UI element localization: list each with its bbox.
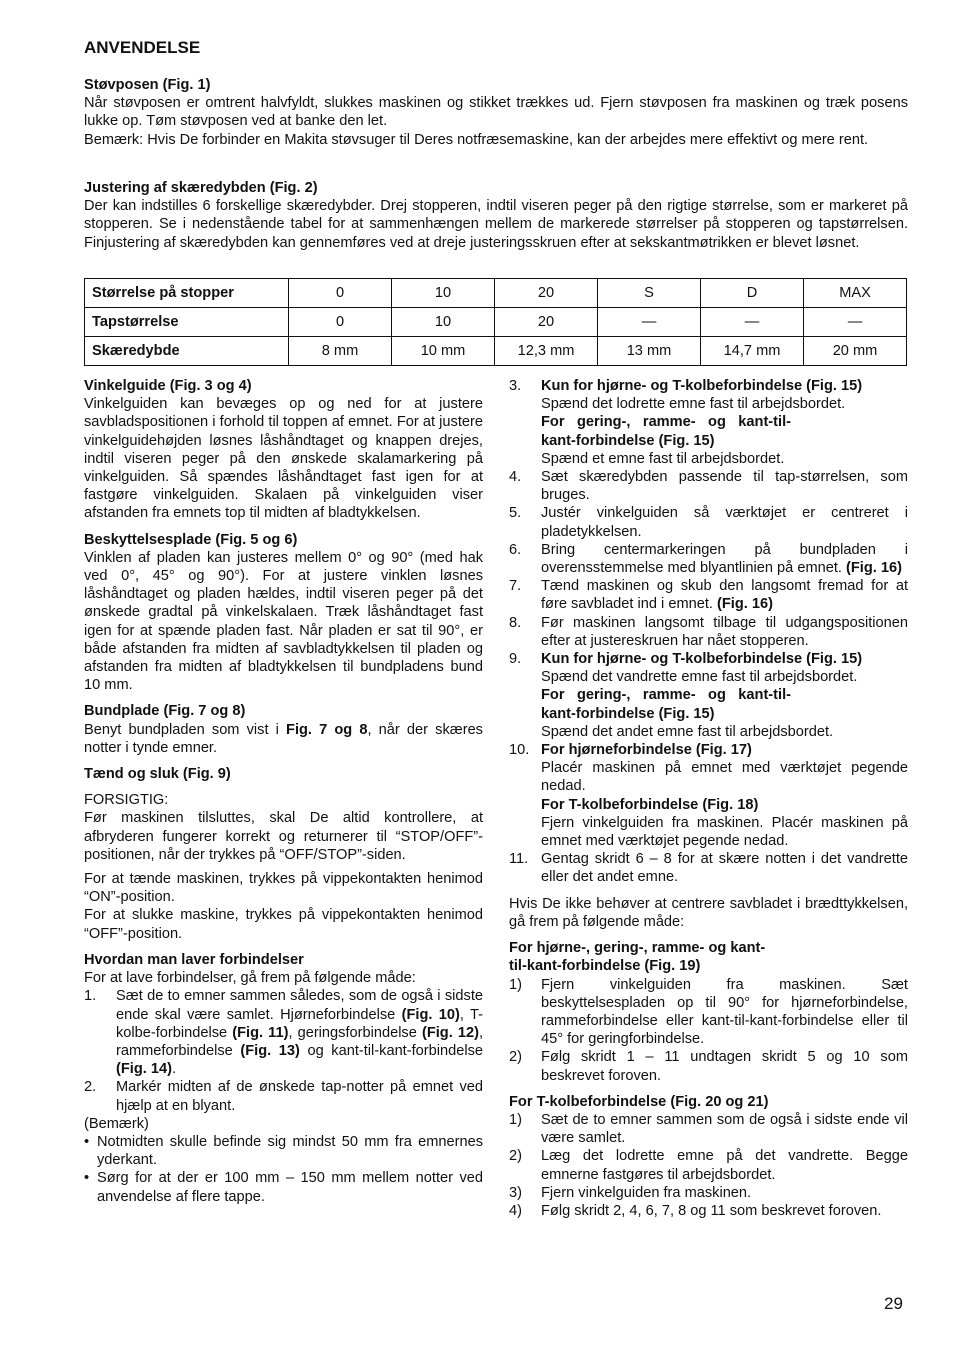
item-number: 7. [509, 578, 522, 595]
taend-caution-text: Før maskinen tilsluttes, skal De altid kontrollere, at afbryderen fungerer korrekt og returnerer til “STOP/OFF”-positionen, når der trykkes på “OFF/STOP”-siden. [84, 810, 483, 863]
list-item [84, 1078, 483, 1114]
list-item [509, 1147, 908, 1183]
bullet-text: Notmidten skulle befinde sig mindst 50 mm fra emnernes yderkant. [97, 1133, 483, 1169]
text-run: og kant-til-kant-forbindelse [299, 1042, 483, 1059]
table-cell: 10 [392, 279, 495, 308]
text-run: , T-kolbe-forbindelse [116, 1006, 483, 1041]
item-text [541, 650, 908, 741]
item-text: Sæt de to emner sammen som de også i sidste ende vil være samlet. [541, 1111, 908, 1147]
table-cell: — [598, 308, 701, 337]
taend-heading: Tænd og sluk (Fig. 9) [84, 766, 231, 783]
fig-ref: (Fig. 14) [116, 1061, 172, 1078]
left-column [84, 377, 483, 1206]
item-number: 3) [509, 1184, 522, 1201]
table-row [85, 337, 907, 366]
item-text: Før maskinen langsomt tilbage til udgangspositionen efter at justereskruen har nået stopperen. [541, 614, 908, 649]
list-item [509, 541, 908, 577]
bundplade-heading: Bundplade (Fig. 7 og 8) [84, 703, 246, 720]
item-text [541, 741, 908, 850]
table-cell: 8 mm [289, 337, 392, 366]
item-number: 8. [509, 614, 522, 631]
list-item [509, 468, 908, 504]
item-text: Gentag skridt 6 – 8 for at skære notten i det vandrette eller det andet emne. [541, 851, 908, 886]
text-run: Tænd maskinen og skub den langsomt fremad for at føre savbladet ind i emnet. [541, 578, 908, 613]
item-text: Følg skridt 2, 4, 6, 7, 8 og 11 som beskrevet foroven. [541, 1202, 882, 1219]
fig-ref: (Fig. 13) [240, 1042, 300, 1059]
taend-on-text: For at tænde maskinen, trykkes på vippekontakten henimod “ON”-position. [84, 871, 483, 906]
text-run: Placér maskinen på emnet med værktøjet pegende nedad. [541, 760, 908, 795]
table-cell: 12,3 mm [495, 337, 598, 366]
bemaerk-label: (Bemærk) [84, 1115, 149, 1132]
stovposen-heading: Støvposen (Fig. 1) [84, 77, 211, 93]
table-cell: 20 mm [804, 337, 907, 366]
text-run: Spænd det lodrette emne fast til arbejdsbordet. [541, 396, 846, 413]
list-item [509, 1048, 908, 1084]
beskyttelse-heading: Beskyttelsesplade (Fig. 5 og 6) [84, 531, 298, 548]
vinkelguide-heading: Vinkelguide (Fig. 3 og 4) [84, 378, 252, 394]
item-text [541, 377, 908, 468]
hvordan-intro: For at lave forbindelser, gå frem på følgende måde: [84, 970, 416, 987]
bullet-item [84, 1169, 483, 1205]
list-item [509, 850, 908, 886]
item-number: 4. [509, 469, 522, 486]
text-run: Fjern vinkelguiden fra maskinen. Placér maskinen på emnet med værktøjet pegende nedad. [541, 814, 908, 850]
table-cell: 20 [495, 308, 598, 337]
stovposen-note: Bemærk: Hvis De forbinder en Makita støvsuger til Deres notfræsemaskine, kan der arbejdes mere effektivt og mere rent. [84, 131, 869, 148]
item-subheading: For gering-, ramme- og kant-til-kant-forbindelse (Fig. 15) [541, 414, 791, 449]
justering-section [84, 179, 908, 252]
item-number: 3. [509, 378, 522, 394]
row-header: Skæredybde [85, 337, 289, 366]
item-number: 1) [509, 1111, 522, 1128]
text-run: Bring centermarkeringen på bundpladen i overensstemmelse med blyantlinien på emnet. [541, 541, 908, 577]
section-title: ANVENDELSE [84, 38, 201, 57]
item-subheading: Kun for hjørne- og T-kolbeforbindelse (Fig. 15) [541, 651, 863, 668]
table-cell: 0 [289, 279, 392, 308]
bullet-mark: • [84, 1133, 90, 1150]
bullet-mark: • [84, 1170, 90, 1187]
item-text [116, 987, 483, 1078]
item-subheading: For T-kolbeforbindelse (Fig. 18) [541, 796, 759, 813]
list-item [84, 987, 483, 1078]
stovposen-section [84, 76, 908, 149]
list-item [509, 504, 908, 540]
hvordan-heading: Hvordan man laver forbindelser [84, 951, 304, 968]
table-cell: 14,7 mm [701, 337, 804, 366]
list-item [509, 1111, 908, 1147]
list-item [509, 1202, 908, 1220]
text-run: Spænd det vandrette emne fast til arbejdsbordet. [541, 669, 858, 686]
list-item [509, 1184, 908, 1202]
table-cell: — [804, 308, 907, 337]
table-row [85, 308, 907, 337]
item-number: 2) [509, 1049, 522, 1066]
table-cell: 10 [392, 308, 495, 337]
item-text [541, 577, 908, 613]
row-header: Størrelse på stopper [85, 279, 289, 308]
table-cell: 20 [495, 279, 598, 308]
taend-off-text: For at slukke maskine, trykkes på vippekontakten henimod “OFF”-position. [84, 907, 483, 942]
item-text: Følg skridt 1 – 11 undtagen skridt 5 og 10 som beskrevet foroven. [541, 1049, 908, 1084]
row-header: Tapstørrelse [85, 308, 289, 337]
item-text: Justér vinkelguiden så værktøjet er centreret i pladetykkelsen. [541, 505, 908, 540]
item-text: Læg det lodrette emne på det vandrette. Begge emnerne fastgøres til arbejdsbordet. [541, 1148, 908, 1183]
fig-ref: (Fig. 11) [232, 1024, 289, 1041]
forsigtig-label: FORSIGTIG: [84, 792, 169, 809]
item-number: 9. [509, 651, 522, 668]
table-cell: 13 mm [598, 337, 701, 366]
bundplade-text [84, 721, 483, 757]
table-cell: D [701, 279, 804, 308]
fig-ref: (Fig. 10) [401, 1006, 460, 1023]
hvis-text: Hvis De ikke behøver at centrere savbladet i brædttykkelsen, gå frem på følgende måde: [509, 895, 908, 930]
bullet-item [84, 1133, 483, 1169]
text-run: Benyt bundpladen som vist i [84, 721, 287, 738]
table-cell: — [701, 308, 804, 337]
item-text: Fjern vinkelguiden fra maskinen. [541, 1184, 752, 1201]
text-run: , rammeforbindelse [116, 1024, 484, 1059]
table-row [85, 279, 907, 308]
text-run: . [171, 1061, 177, 1078]
table-cell: 0 [289, 308, 392, 337]
item-text: Markér midten af de ønskede tap-notter på emnet ved hjælp at en blyant. [116, 1079, 483, 1114]
item-subheading: For hjørneforbindelse (Fig. 17) [541, 742, 752, 759]
item-number: 2) [509, 1148, 522, 1165]
table-cell: S [598, 279, 701, 308]
item-subheading: For gering-, ramme- og kant-til-kant-forbindelse (Fig. 15) [541, 687, 791, 722]
list-item [509, 650, 908, 741]
beskyttelse-text: Vinklen af pladen kan justeres mellem 0° og 90° (med hak ved 0°, 45° og 90°). For at justere vinklen løsnes låshåndtaget og pladen hældes, indtil viseren peger på det ønskede gradtal på vinkelskalaen. Træk låshåndtaget fast igen for at spænde pladen fast. Når pladen er sat til 90°, er både afstanden fra midten af savbladtykkelsen til pladen og afstanden fra midten af bladtykkelsen til bundpladens bund 10 mm. [84, 549, 483, 694]
item-number: 5. [509, 505, 522, 522]
list-item [509, 976, 908, 1049]
vinkelguide-text: Vinkelguiden kan bevæges op og ned for at justere savbladspositionen i forhold til toppen af emnet. For at justere vinkelguidehøjden løsnes låshåndtaget og knappen drejes, indtil viseren peger på den ønskede skalamarkering på vinkelguiden. Så spændes låshåndtaget fast igen for at fastgøre vinkelguiden. Skalaen på vinkelguiden viser afstanden fra emnets top til midten af bladtykkelsen. [84, 396, 483, 522]
fig-ref: (Fig. 12) [421, 1024, 479, 1041]
item-number: 1. [84, 988, 97, 1005]
text-run: , når der skæres notter i tynde emner. [84, 721, 483, 756]
item-number: 11. [509, 851, 529, 868]
text-run: Spænd det andet emne fast til arbejdsbordet. [541, 723, 834, 740]
item-text [541, 541, 908, 577]
item-subheading: Kun for hjørne- og T-kolbeforbindelse (Fig. 15) [541, 378, 863, 394]
list-item [509, 614, 908, 650]
justering-text: Der kan indstilles 6 forskellige skæredybder. Drej stopperen, indtil viseren peger på den rigtige størrelse, som er markeret på stopperen. Se i nedenstående tabel for at sammenhængen mellem de markerede størrelser på stopperen og tapstørrelsen. Finjustering af skæredybden kan gennemføres ved at dreje justeringsskruen efter at sekskantmøtrikken er blevet løsnet. [84, 198, 908, 251]
list-item [509, 741, 908, 850]
list-item [509, 577, 908, 613]
right-column [509, 377, 908, 1220]
item-number: 10. [509, 742, 530, 759]
text-run: , geringsforbindelse [288, 1024, 422, 1041]
bullet-text: Sørg for at der er 100 mm – 150 mm mellem notter ved anvendelse af flere tappe. [97, 1170, 483, 1205]
item-number: 6. [509, 541, 522, 558]
fig-ref: Fig. 7 og 8 [286, 721, 368, 738]
s2-heading: For T-kolbeforbindelse (Fig. 20 og 21) [509, 1093, 769, 1110]
item-text: Fjern vinkelguiden fra maskinen. Sæt beskyttelsespladen op til 90° for hjørneforbindelse, rammeforbindelse eller kant-til-kant-forbindelse eller til 45° for geringforbindelse. [541, 976, 908, 1048]
depth-table [84, 278, 907, 366]
item-number: 1) [509, 976, 522, 993]
item-text: Sæt skæredybden passende til tap-størrelsen, som bruges. [541, 469, 908, 504]
table-cell: 10 mm [392, 337, 495, 366]
item-number: 4) [509, 1202, 522, 1219]
text-run: Spænd et emne fast til arbejdsbordet. [541, 450, 785, 467]
text-run: Sæt de to emner sammen således, som de også i sidste ende skal være samlet. Hjørneforbindelse [116, 988, 483, 1023]
justering-heading: Justering af skæredybden (Fig. 2) [84, 180, 318, 196]
fig-ref: (Fig. 16) [717, 596, 773, 613]
fig-ref: (Fig. 16) [846, 560, 902, 577]
item-number: 2. [84, 1079, 97, 1096]
s1-heading: For hjørne-, gering-, ramme- og kant-til-kant-forbindelse (Fig. 19) [509, 940, 766, 975]
table-cell: MAX [804, 279, 907, 308]
list-item [509, 377, 908, 468]
stovposen-text: Når støvposen er omtrent halvfyldt, slukkes maskinen og stikket trækkes ud. Fjern støvposen fra maskinen og træk posens lukke op. Tøm støvposen ved at banke den let. [84, 95, 908, 130]
page-number: 29 [884, 1294, 903, 1313]
